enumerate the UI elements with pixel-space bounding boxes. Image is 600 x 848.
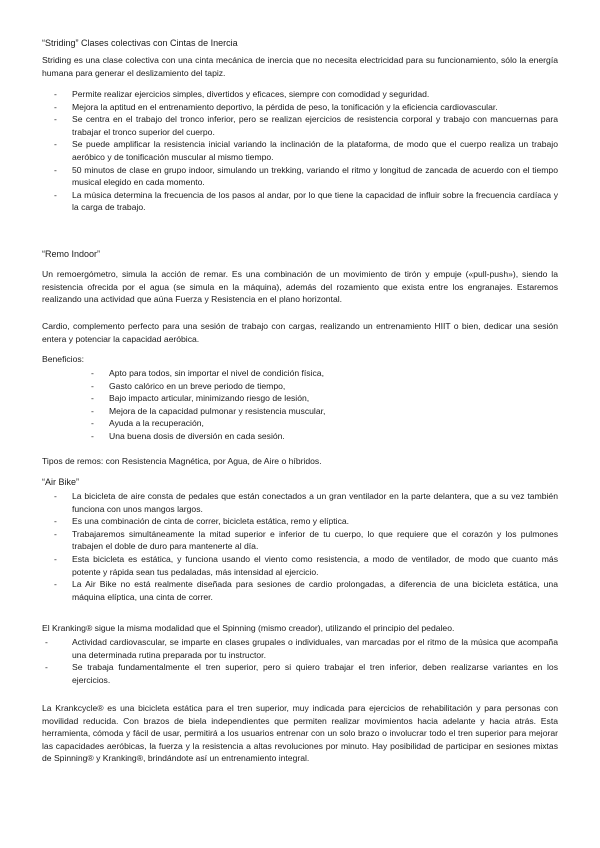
- remo-intro: Un remoergómetro, simula la acción de remar. Es una combinación de un movimiento de tirón y empuje («pull-push»), siendo la resistencia ofrecida por el agua (se simula en la máquina), además del rozamiento que exista entre los engranajes. Estaremos realizando una actividad que aúna Fuerza y Resistencia en el plano horizontal.: [42, 269, 558, 305]
- list-item: - La Air Bike no está realmente diseñada para sesiones de cardio prolongadas, a diferencia de una bicicleta estática, una máquina elíptica, una cinta de correr.: [42, 578, 558, 603]
- kranking-intro: El Kranking® sigue la misma modalidad que el Spinning (mismo creador), utilizando el principio del pedaleo.: [42, 623, 455, 633]
- list-item: - Mejora la aptitud en el entrenamiento deportivo, la pérdida de peso, la tonificación y la eficiencia cardiovascular.: [42, 101, 558, 114]
- list-item: - Una buena dosis de diversión en cada sesión.: [42, 430, 558, 443]
- list-item: - Se puede amplificar la resistencia inicial variando la inclinación de la plataforma, de modo que el cuerpo realiza un trabajo aeróbico y de tonificación muscular al mismo tiempo.: [42, 138, 558, 163]
- remo-types: Tipos de remos: con Resistencia Magnética, por Agua, de Aire o híbridos.: [42, 456, 322, 466]
- kranking-list: [42, 636, 558, 686]
- remo-cardio: Cardio, complemento perfecto para una sesión de trabajo con cargas, realizando un entrenamiento HIIT o bien, dedicar una sesión entera y potenciar la capacidad aeróbica.: [42, 321, 558, 344]
- airbike-list: [42, 490, 558, 603]
- striding-intro: Striding es una clase colectiva con una cinta mecánica de inercia que no necesita electricidad para su funcionamiento, sólo la energía humana para generar el deslizamiento del tapiz.: [42, 55, 558, 78]
- list-item: - La bicicleta de aire consta de pedales que están conectados a un gran ventilador en la parte delantera, que a su vez también funciona con unos mangos largos.: [42, 490, 558, 515]
- krankcycle-paragraph: La Krankcycle® es una bicicleta estática para el tren superior, muy indicada para ejercicios de rehabilitación y para personas con movilidad reducida. Con brazos de biela independientes que permiten realizar movimientos hacia adelante y hacia atrás. Esta herramienta, cómoda y fácil de usar, permitirá a los usuarios entrenar con un solo brazo o involucrar todo el tren superior para mejorar las capacidades aeróbicas, la fuerza y la resistencia a altas revoluciones por minuto. Hay posibilidad de participar en sesiones mixtas de Spinning® y Kranking®, brindándote así un entrenamiento integral.: [42, 703, 558, 764]
- list-item: - Bajo impacto articular, minimizando riesgo de lesión,: [42, 392, 558, 405]
- list-item: - Actividad cardiovascular, se imparte en clases grupales o individuales, van marcadas por el ritmo de la música que acompaña una determinada rutina preparada por tu instructor.: [42, 636, 558, 661]
- striding-title: “Striding” Clases colectivas con Cintas de Inercia: [42, 38, 238, 48]
- list-item: - 50 minutos de clase en grupo indoor, simulando un trekking, variando el ritmo y longitud de zancada de acuerdo con el tiempo musical elegido en cada momento.: [42, 164, 558, 189]
- list-item: - Permite realizar ejercicios simples, divertidos y eficaces, siempre con comodidad y seguridad.: [42, 88, 558, 101]
- list-item: - Apto para todos, sin importar el nivel de condición física,: [42, 367, 558, 380]
- list-item: - Es una combinación de cinta de correr, bicicleta estática, remo y elíptica.: [42, 515, 558, 528]
- list-item: - Ayuda a la recuperación,: [42, 417, 558, 430]
- list-item: - Se trabaja fundamentalmente el tren superior, pero si quiero trabajar el tren inferior, deben realizarse variantes en los ejercicios.: [42, 661, 558, 686]
- list-item: - Mejora de la capacidad pulmonar y resistencia muscular,: [42, 405, 558, 418]
- striding-list: [42, 88, 558, 214]
- remo-benefits-label: Beneficios:: [42, 354, 85, 364]
- list-item: - Trabajaremos simultáneamente la mitad superior e inferior de tu cuerpo, lo que requiere que el corazón y los pulmones trabajen el doble de duro para mantenerte al día.: [42, 528, 558, 553]
- list-item: - Esta bicicleta es estática, y funciona usando el viento como resistencia, a modo de ventilador, de modo que cuanto más potente y rápida sean tus pedaladas, más intensidad al ejercicio.: [42, 553, 558, 578]
- airbike-title: “Air Bike”: [42, 477, 80, 487]
- list-item: - Gasto calórico en un breve periodo de tiempo,: [42, 380, 558, 393]
- list-item: - La música determina la frecuencia de los pasos al andar, por lo que tiene la capacidad de influir sobre la frecuencia cardíaca y la carga de trabajo.: [42, 189, 558, 214]
- list-item: - Se centra en el trabajo del tronco inferior, pero se realizan ejercicios de resistencia corporal y trabajo con mancuernas para trabajar el tronco superior del cuerpo.: [42, 113, 558, 138]
- remo-title: “Remo Indoor”: [42, 249, 101, 259]
- remo-benefits-list: [42, 367, 558, 443]
